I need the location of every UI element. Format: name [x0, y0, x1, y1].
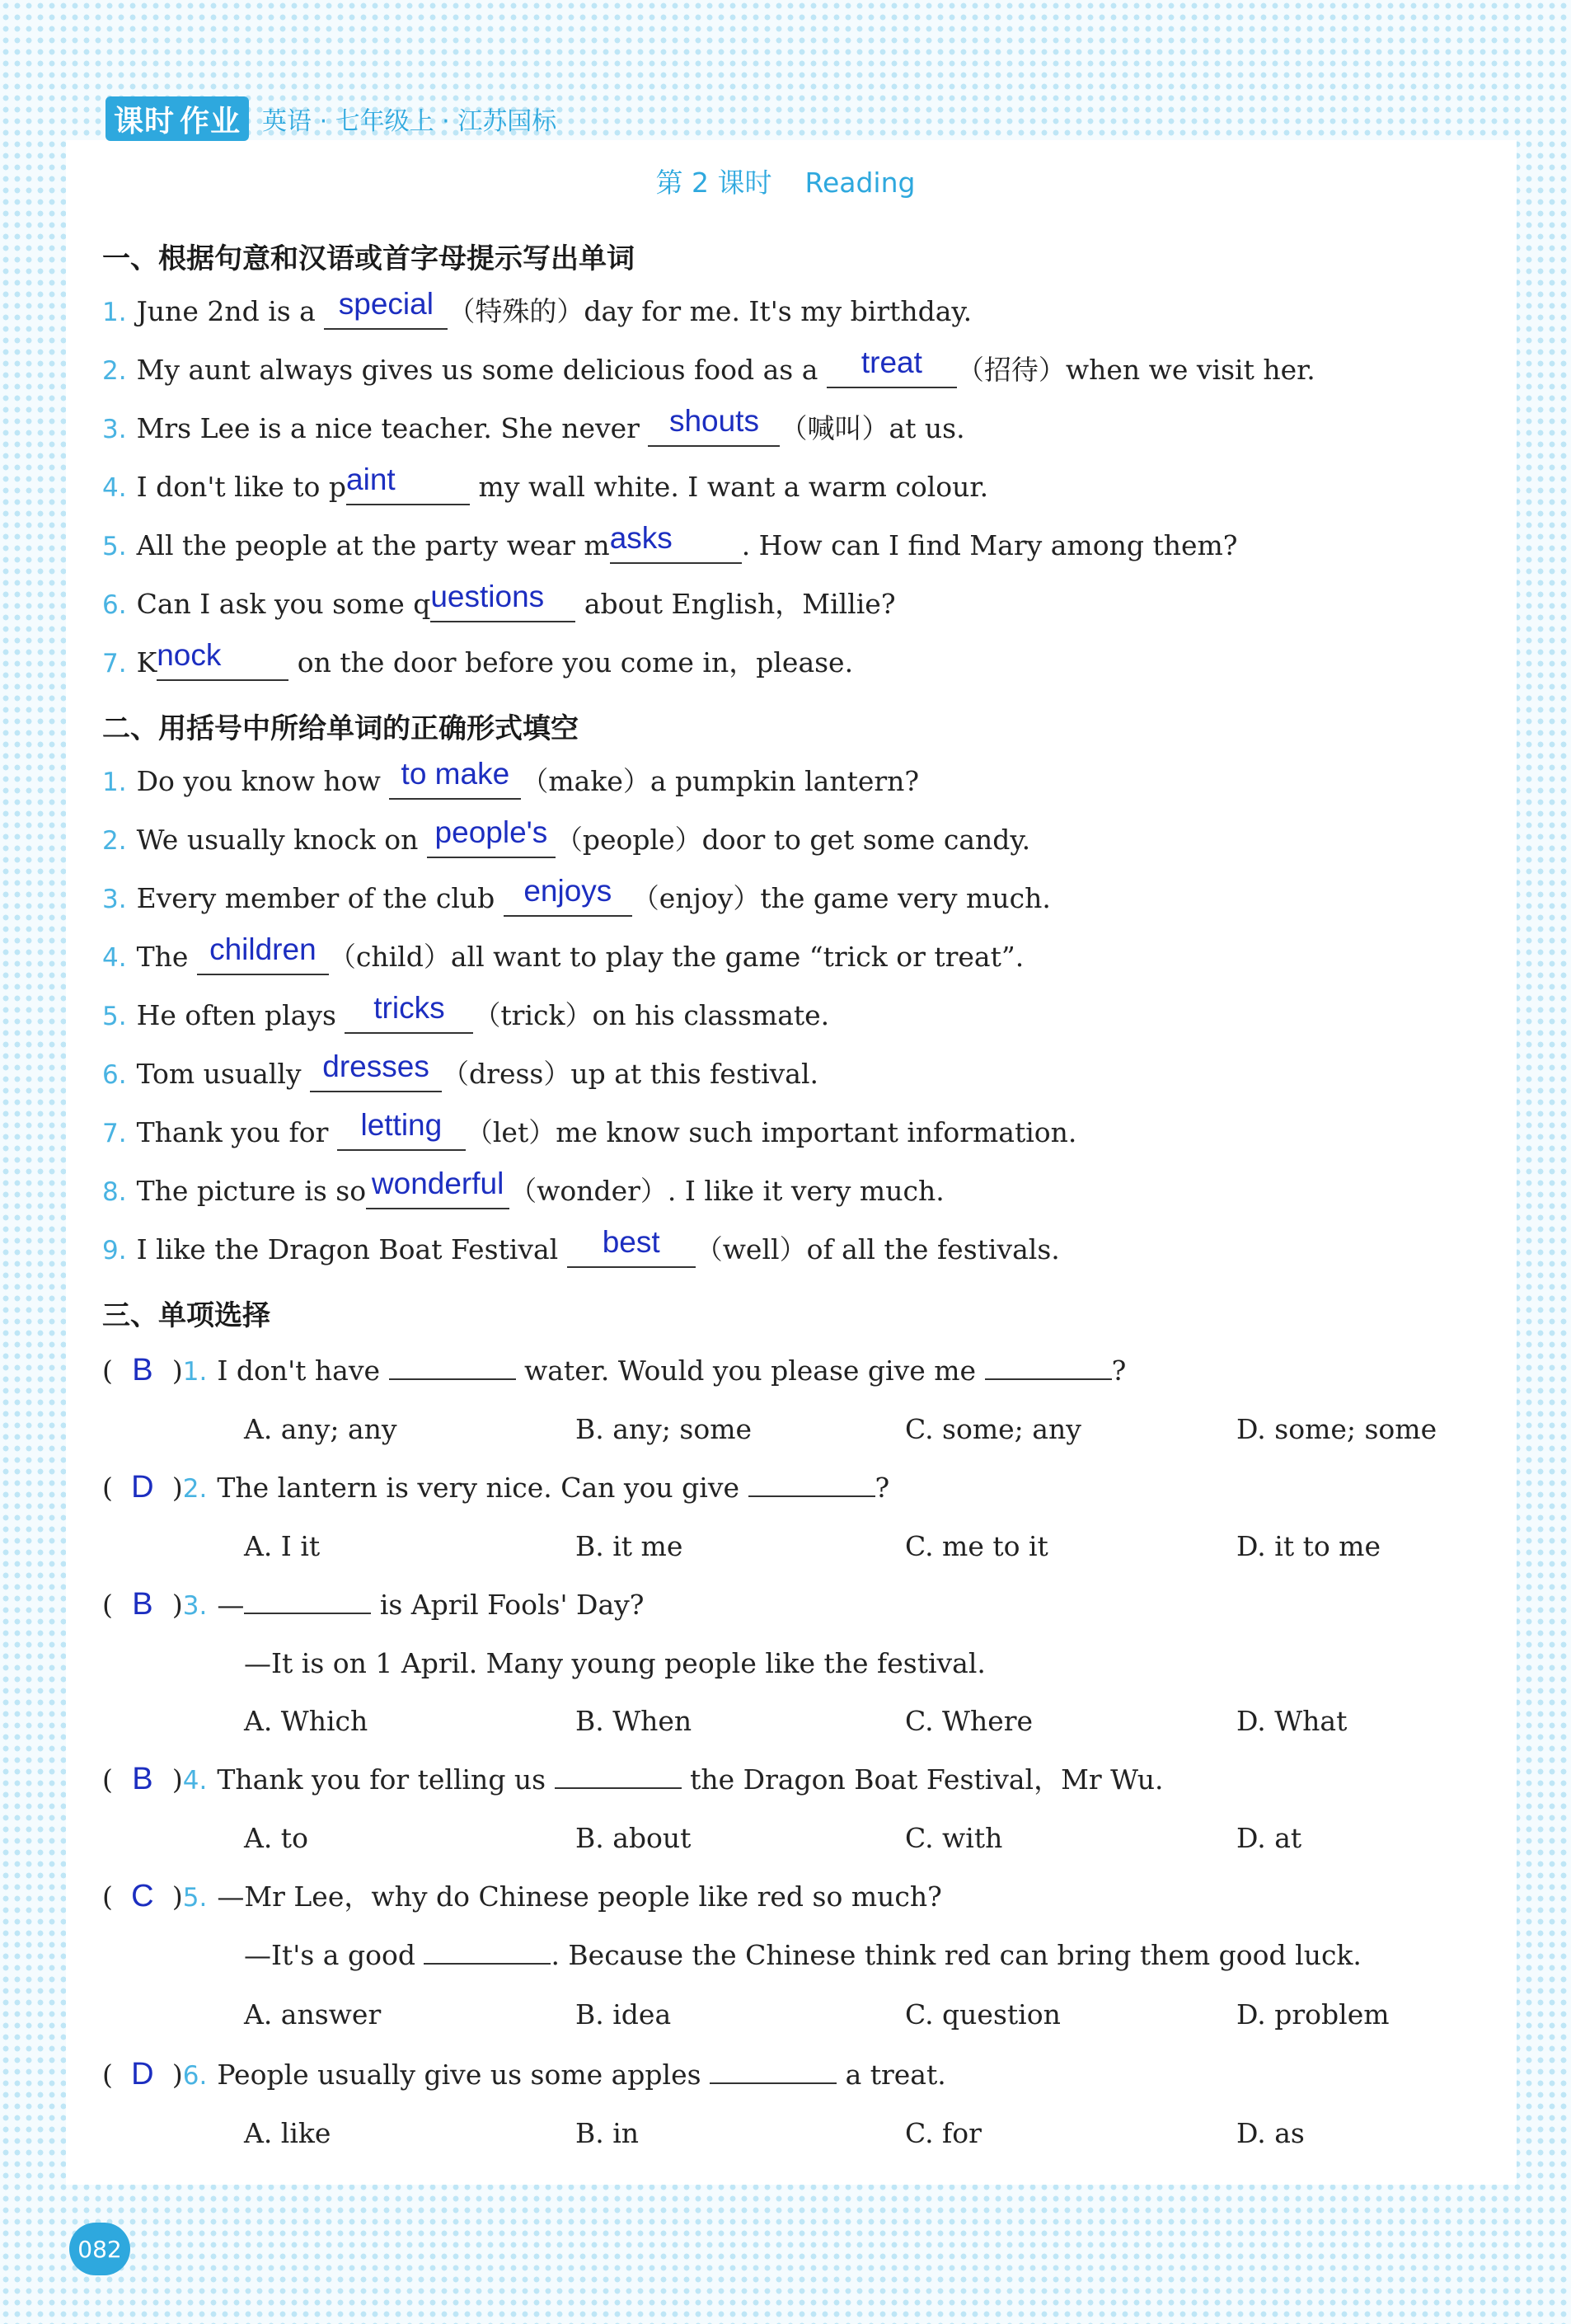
- item-number: 4.: [102, 943, 127, 973]
- answer-text: children: [209, 932, 317, 966]
- s1-item-4: [102, 462, 989, 506]
- answer-blank[interactable]: [389, 1378, 516, 1380]
- s2-item-8: [102, 1167, 945, 1210]
- item-text: Mrs Lee is a nice teacher. She never: [136, 412, 649, 444]
- answer-text: uestions: [430, 580, 545, 613]
- choice-answer[interactable]: B: [132, 1762, 153, 1796]
- item-text: We usually knock on: [136, 824, 427, 856]
- question-text: . Because the Chinese think red can bring them good luck.: [551, 1939, 1362, 1971]
- s2-item-2: [102, 815, 1031, 859]
- item-text: （people）door to get some candy.: [555, 824, 1031, 856]
- answer-text: people's: [434, 815, 548, 849]
- item-text: Can I ask you some q: [136, 588, 431, 620]
- s1-item-7: [102, 638, 854, 682]
- answer-blank[interactable]: [504, 874, 632, 917]
- answer-blank[interactable]: [197, 932, 329, 975]
- item-text: （招待）when we visit her.: [956, 354, 1315, 386]
- question-text: —Mr Lee，why do Chinese people like red so much?: [217, 1880, 942, 1913]
- item-number: 6.: [102, 590, 127, 620]
- option-b[interactable]: B. in: [575, 2117, 640, 2149]
- item-number: 6.: [102, 1060, 127, 1090]
- choice-answer[interactable]: B: [132, 1587, 153, 1622]
- mc-question-6: ( D )6. People usually give us some apples a treat.: [102, 2057, 946, 2092]
- answer-blank[interactable]: [609, 521, 742, 564]
- answer-blank[interactable]: [985, 1378, 1112, 1380]
- option-a[interactable]: A. any; any: [244, 1413, 397, 1445]
- question-text: the Dragon Boat Festival，Mr Wu.: [681, 1763, 1164, 1796]
- item-text: June 2nd is a: [136, 295, 325, 327]
- answer-blank[interactable]: [310, 1049, 442, 1092]
- item-text: Thank you for: [136, 1116, 337, 1148]
- item-number: 6.: [182, 2061, 208, 2091]
- option-a[interactable]: A. answer: [244, 1998, 382, 2031]
- option-b[interactable]: B. When: [575, 1705, 692, 1737]
- item-number: 4.: [182, 1766, 208, 1796]
- mc-question-5-reply: [244, 1937, 1362, 1974]
- answer-blank[interactable]: [567, 1225, 696, 1268]
- item-text: Every member of the club: [136, 882, 504, 914]
- item-text: He often plays: [136, 999, 345, 1031]
- option-c[interactable]: C. me to it: [905, 1530, 1048, 1562]
- option-d[interactable]: D. it to me: [1236, 1530, 1381, 1562]
- item-text: Do you know how: [136, 765, 390, 797]
- choice-answer[interactable]: D: [131, 2057, 154, 2092]
- option-c[interactable]: C. with: [905, 1822, 1003, 1854]
- answer-text: dresses: [322, 1049, 429, 1083]
- question-text: The lantern is very nice. Can you give: [217, 1472, 748, 1504]
- item-text: （dress）up at this festival.: [442, 1058, 818, 1090]
- answer-text: treat: [861, 345, 922, 379]
- option-a[interactable]: A. Which: [244, 1705, 368, 1737]
- lesson-title: [0, 162, 1571, 200]
- s2-item-6: [102, 1049, 818, 1093]
- option-c[interactable]: C. some; any: [905, 1413, 1081, 1445]
- option-b[interactable]: B. any; some: [575, 1413, 753, 1445]
- option-a[interactable]: A. I it: [244, 1530, 321, 1562]
- item-text: . How can I find Mary among them?: [741, 529, 1238, 561]
- item-text: （well）of all the festivals.: [695, 1233, 1060, 1265]
- option-c[interactable]: C. question: [905, 1998, 1061, 2031]
- item-text: my wall white. I want a warm colour.: [470, 471, 989, 503]
- choice-answer[interactable]: D: [131, 1470, 154, 1505]
- book-header: [106, 92, 556, 145]
- lesson-number: 第 2 课时: [655, 167, 772, 199]
- answer-blank[interactable]: [710, 2082, 837, 2084]
- s1-item-1: [102, 287, 973, 331]
- answer-text: to make: [401, 757, 510, 791]
- answer-text: asks: [609, 521, 673, 555]
- item-text: （喊叫）at us.: [780, 412, 965, 444]
- item-text: （wonder）. I like it very much.: [509, 1175, 945, 1207]
- answer-blank[interactable]: [244, 1613, 371, 1614]
- page-number: 082: [69, 2223, 130, 2275]
- item-text: I don't like to p: [136, 471, 347, 503]
- item-text: （let）me know such important information.: [465, 1116, 1077, 1148]
- option-c[interactable]: C. Where: [905, 1705, 1034, 1737]
- item-number: 4.: [102, 473, 127, 503]
- option-d[interactable]: D. problem: [1236, 1998, 1390, 2031]
- item-text: （特殊的）day for me. It's my birthday.: [448, 295, 973, 327]
- item-text: （trick）on his classmate.: [473, 999, 830, 1031]
- answer-blank[interactable]: [345, 991, 473, 1034]
- option-d[interactable]: D. What: [1236, 1705, 1348, 1737]
- answer-blank[interactable]: [424, 1963, 551, 1965]
- item-text: All the people at the party wear m: [136, 529, 610, 561]
- option-b[interactable]: B. about: [575, 1822, 692, 1854]
- item-number: 7.: [102, 1119, 127, 1148]
- s2-item-5: [102, 991, 830, 1035]
- item-number: 2.: [102, 826, 127, 856]
- item-text: （make）a pumpkin lantern?: [521, 765, 920, 797]
- item-number: 1.: [182, 1357, 208, 1387]
- s2-item-4: [102, 932, 1025, 976]
- mc-question-5: ( C )5. —Mr Lee，why do Chinese people like red so much?: [102, 1879, 942, 1913]
- answer-text: enjoys: [523, 874, 612, 908]
- question-text: a treat.: [837, 2059, 946, 2091]
- option-c[interactable]: C. for: [905, 2117, 982, 2149]
- question-text: is April Fools' Day?: [371, 1589, 645, 1621]
- mc-question-2: ( D )2. The lantern is very nice. Can you give ?: [102, 1470, 890, 1505]
- mc-question-3-reply: —It is on 1 April. Many young people like the festival.: [244, 1647, 986, 1679]
- question-text: I don't have: [217, 1354, 389, 1387]
- question-text: —: [217, 1589, 245, 1621]
- answer-text: wonderful: [371, 1167, 504, 1200]
- question-text: water. Would you please give me: [515, 1354, 985, 1387]
- item-number: 5.: [102, 1002, 127, 1031]
- s2-item-3: [102, 874, 1051, 918]
- answer-text: best: [602, 1225, 660, 1259]
- s1-item-5: [102, 521, 1238, 565]
- item-text: The picture is so: [136, 1175, 367, 1207]
- answer-blank[interactable]: [427, 815, 556, 858]
- item-number: 3.: [102, 885, 127, 914]
- option-d[interactable]: D. some; some: [1236, 1413, 1437, 1445]
- option-b[interactable]: B. it me: [575, 1530, 683, 1562]
- question-text: —It's a good: [244, 1939, 424, 1971]
- item-text: （child）all want to play the game “trick or treat”.: [328, 941, 1025, 973]
- s1-item-3: [102, 404, 965, 448]
- question-text: Thank you for telling us: [217, 1763, 555, 1796]
- answer-text: special: [338, 287, 434, 321]
- item-text: Tom usually: [136, 1058, 311, 1090]
- mc-question-1: ( B )1. I don't have water. Would you please give me ?: [102, 1353, 1127, 1387]
- s2-item-7: [102, 1108, 1077, 1152]
- item-text: （enjoy）the game very much.: [631, 882, 1051, 914]
- logo-text-b: 作业: [180, 104, 242, 139]
- option-a[interactable]: A. to: [244, 1822, 308, 1854]
- question-text: ?: [1111, 1354, 1127, 1387]
- answer-blank[interactable]: [366, 1167, 509, 1209]
- option-a[interactable]: A. like: [244, 2117, 331, 2149]
- item-number: 2.: [182, 1474, 208, 1504]
- item-text: The: [136, 941, 197, 973]
- section-2-title: 二、用括号中所给单词的正确形式填空: [102, 712, 579, 745]
- item-text: on the door before you come in，please.: [288, 646, 854, 678]
- lesson-name: Reading: [804, 167, 916, 199]
- item-number: 5.: [102, 532, 127, 561]
- item-number: 1.: [102, 768, 127, 797]
- answer-blank[interactable]: [648, 404, 780, 447]
- logo-text-a: 课时: [114, 104, 176, 139]
- option-d[interactable]: D. as: [1236, 2117, 1305, 2149]
- choice-answer[interactable]: B: [132, 1353, 153, 1387]
- item-text: K: [136, 646, 157, 678]
- answer-blank[interactable]: [157, 638, 288, 681]
- series-logo: [106, 96, 249, 141]
- section-1-title: 一、根据句意和汉语或首字母提示写出单词: [102, 242, 635, 275]
- option-b[interactable]: B. idea: [575, 1998, 672, 2031]
- mc-question-3: ( B )3. — is April Fools' Day?: [102, 1587, 645, 1622]
- item-number: 3.: [102, 415, 127, 444]
- mc-question-4: ( B )4. Thank you for telling us the Dragon Boat Festival，Mr Wu.: [102, 1762, 1164, 1796]
- answer-text: tricks: [373, 991, 445, 1025]
- s1-item-6: [102, 580, 896, 623]
- item-text: about English，Millie?: [575, 588, 896, 620]
- answer-blank[interactable]: [389, 757, 521, 800]
- item-number: 9.: [102, 1236, 127, 1265]
- section-3-title: 三、单项选择: [102, 1299, 270, 1332]
- answer-blank[interactable]: [827, 345, 957, 388]
- answer-blank[interactable]: [346, 462, 470, 505]
- answer-blank[interactable]: [337, 1108, 466, 1151]
- item-number: 7.: [102, 649, 127, 678]
- option-d[interactable]: D. at: [1236, 1822, 1302, 1854]
- item-number: 2.: [102, 356, 127, 386]
- item-number: 1.: [102, 298, 127, 327]
- item-text: My aunt always gives us some delicious food as a: [136, 354, 827, 386]
- item-number: 5.: [182, 1883, 208, 1913]
- book-subtitle: 英语 · 七年级上 · 江苏国标: [262, 107, 557, 136]
- choice-answer[interactable]: C: [131, 1879, 154, 1913]
- s2-item-1: [102, 757, 920, 800]
- question-text: People usually give us some apples: [217, 2059, 710, 2091]
- answer-blank[interactable]: [324, 287, 448, 330]
- answer-blank[interactable]: [748, 1495, 875, 1497]
- item-number: 3.: [182, 1591, 208, 1621]
- item-number: 8.: [102, 1177, 127, 1207]
- s2-item-9: [102, 1225, 1060, 1269]
- answer-blank[interactable]: [430, 580, 575, 622]
- answer-text: aint: [346, 462, 396, 496]
- question-text: ?: [875, 1472, 890, 1504]
- s1-item-2: [102, 345, 1315, 389]
- answer-text: nock: [157, 638, 222, 672]
- item-text: I like the Dragon Boat Festival: [136, 1233, 567, 1265]
- answer-blank[interactable]: [555, 1787, 682, 1789]
- answer-text: letting: [360, 1108, 443, 1142]
- answer-text: shouts: [668, 404, 759, 438]
